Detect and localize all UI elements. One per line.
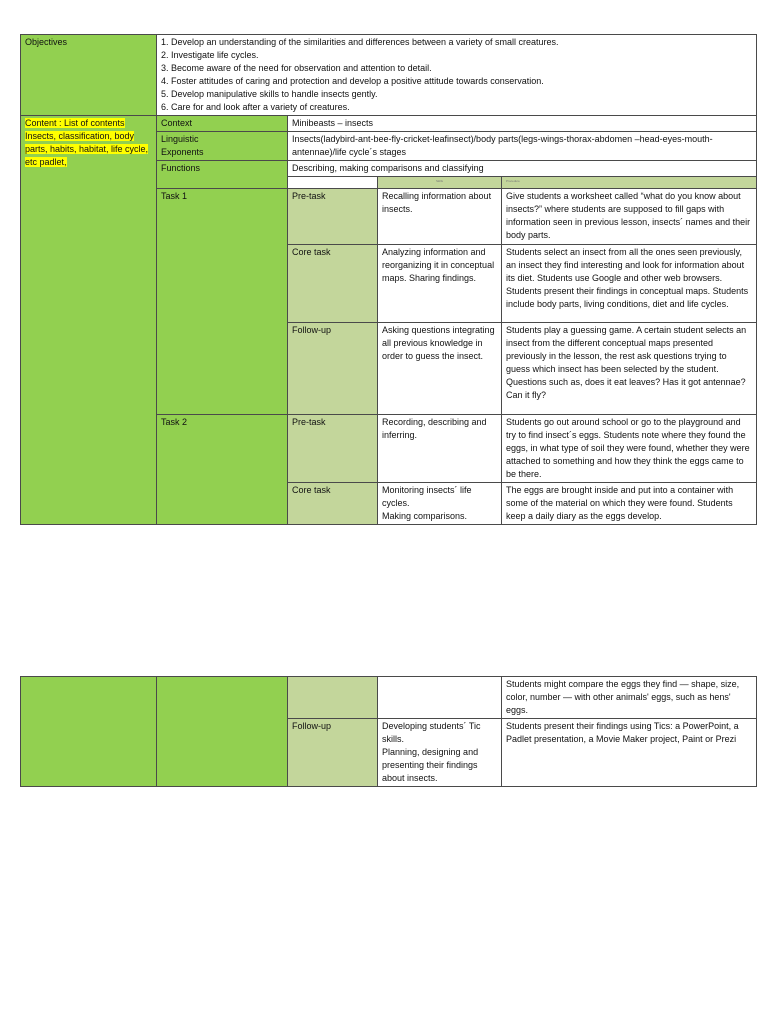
functions-value: Describing, making comparisons and classifying	[288, 161, 757, 177]
objectives-label: Objectives	[21, 35, 157, 116]
objective-item: 2. Investigate life cycles.	[161, 50, 259, 60]
task2-cell-continued	[157, 677, 288, 787]
objective-item: 1. Develop an understanding of the similarities and differences between a variety of small creatures.	[161, 37, 559, 47]
objective-item: 4. Foster attitudes of caring and protection and develop a positive attitude towards conservation.	[161, 76, 544, 86]
context-label: Context	[157, 116, 288, 132]
procedure-cell: Students select an insect from all the ones seen previously, an insect they find interesting and look for information about its diet. Students use Google and other web browsers. Students present their findings in conceptual maps. Students include body parts, living conditions, diet and life cycles.	[502, 245, 757, 323]
objective-item: 3. Become aware of the need for observation and attention to detail.	[161, 63, 432, 73]
skill-cell: Asking questions integrating all previous knowledge in order to guess the insect.	[378, 323, 502, 415]
skill-line: Developing students´ Tic skills.	[382, 721, 481, 744]
objective-item: 6. Care for and look after a variety of creatures.	[161, 102, 350, 112]
table-row	[21, 677, 757, 719]
skill-line: Monitoring insects´ life cycles.	[382, 485, 472, 508]
procedure-cell: Give students a worksheet called “what do you know about insects?” where students are supposed to fill gaps with information seen in previous lesson, insects´ names and their body parts.	[502, 189, 757, 245]
skill-cell	[378, 719, 502, 787]
phase-label: Pre-task	[288, 415, 378, 483]
procedure-cell: Students play a guessing game. A certain student selects an insect from the different conceptual maps presented previously in the lesson, the rest ask questions trying to guess which insect has been selected by the student. Questions such as, does it eat leaves? Has it got antennae? Can it fly?	[502, 323, 757, 415]
skill-cell	[378, 483, 502, 525]
procedure-cell: Students might compare the eggs they find — shape, size, color, number — with other animals' eggs, such as hens' eggs.	[502, 677, 757, 719]
objective-item: 5. Develop manipulative skills to handle insects gently.	[161, 89, 378, 99]
phase-label	[288, 677, 378, 719]
procedure-cell: The eggs are brought inside and put into a container with some of the material on which they were found. Students keep a daily diary as the eggs develop.	[502, 483, 757, 525]
task1-label: Task 1	[157, 189, 288, 415]
phase-label: Core task	[288, 483, 378, 525]
linguistic-label	[157, 132, 288, 161]
content-text: Content : List of contents Insects, classification, body parts, habits, habitat, life cycle, etc padlet,	[25, 118, 149, 167]
skills-subheader: Skills	[378, 177, 502, 189]
phase-label: Follow-up	[288, 719, 378, 787]
functions-label: Functions	[157, 161, 288, 189]
content-cell	[21, 116, 157, 525]
skill-cell: Analyzing information and reorganizing it in conceptual maps. Sharing findings.	[378, 245, 502, 323]
phase-label: Follow-up	[288, 323, 378, 415]
skill-line: Making comparisons.	[382, 511, 468, 521]
linguistic-value: Insects(ladybird-ant-bee-fly-cricket-leafinsect)/body parts(legs-wings-thorax-abdomen –head-eyes-mouth-antennae)/life cycle´s stages	[288, 132, 757, 161]
skill-cell: Recording, describing and inferring.	[378, 415, 502, 483]
skill-line: Planning, designing and presenting their findings about insects.	[382, 747, 479, 783]
lesson-plan-table-continued	[20, 676, 757, 787]
context-value: Minibeasts – insects	[288, 116, 757, 132]
procedure-subheader: Procedure	[502, 177, 757, 189]
linguistic-label-line2: Exponents	[161, 147, 204, 157]
content-cell-continued	[21, 677, 157, 787]
objectives-row	[21, 35, 757, 116]
skill-cell: Recalling information about insects.	[378, 189, 502, 245]
linguistic-label-line1: Linguistic	[161, 134, 199, 144]
procedure-cell: Students present their findings using Tics: a PowerPoint, a Padlet presentation, a Movie Maker project, Paint or Prezi	[502, 719, 757, 787]
lesson-plan-table	[20, 34, 757, 525]
procedure-cell: Students go out around school or go to the playground and try to find insect´s eggs. Students note where they found the eggs, in what type of soil they were found, whether they were attached to something and how they think the eggs came to be there.	[502, 415, 757, 483]
context-row	[21, 116, 757, 132]
objectives-list	[157, 35, 757, 116]
skill-cell	[378, 677, 502, 719]
task2-label: Task 2	[157, 415, 288, 525]
phase-label: Core task	[288, 245, 378, 323]
phase-label: Pre-task	[288, 189, 378, 245]
